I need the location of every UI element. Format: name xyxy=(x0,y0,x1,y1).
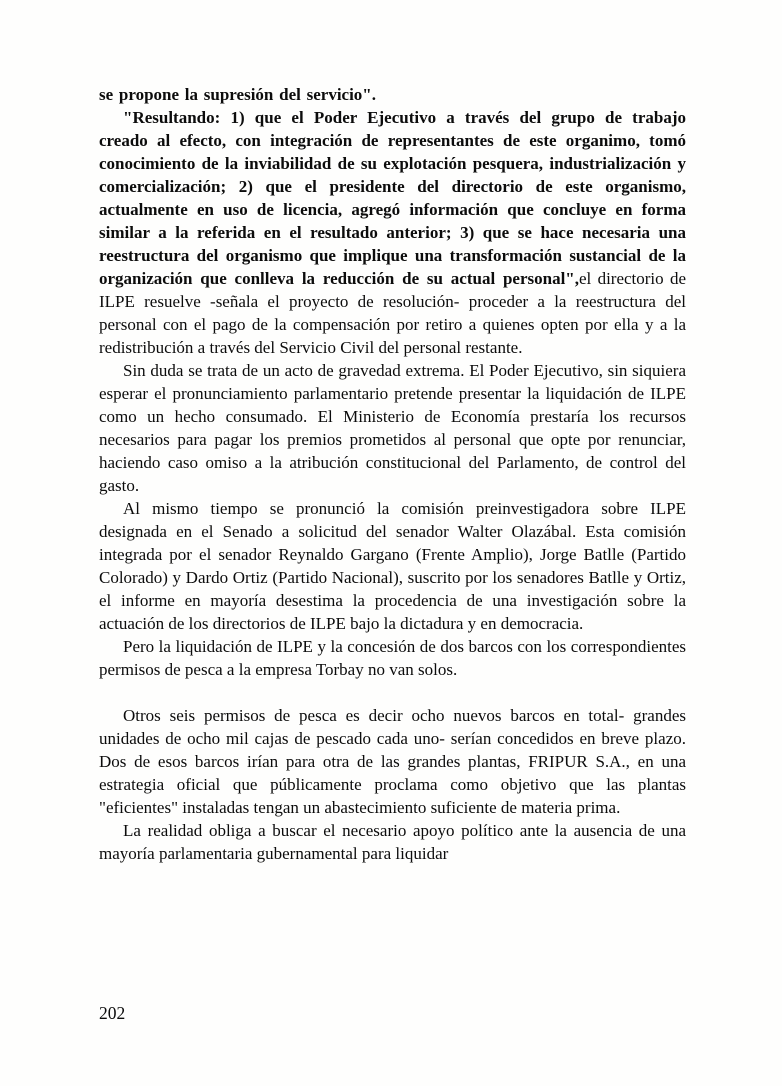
text-segment: Al mismo tiempo se pronunció la comisión preinvestigadora sobre ILPE designada en el Senado a solicitud del senador Walter Olazábal. Esta comisión integrada por el senador Reynaldo Gargano (Frente Amplio), Jorge Batlle (Partido Colorado) y Dardo Ortiz (Partido Nacional), suscrito por los senadores Batlle y Ortiz, el informe en mayoría desestima la procedencia de una investigación sobre la actuación de los directorios de ILPE bajo la dictadura y en democracia. xyxy=(99,499,686,633)
page-number: 202 xyxy=(99,1003,126,1023)
paragraph xyxy=(99,106,686,359)
text-segment: Sin duda se trata de un acto de gravedad extrema. El Poder Ejecutivo, sin siquiera esperar el pronunciamiento parlamentario pretende presentar la liquidación de ILPE como un hecho consumado. El Ministerio de Economía prestaría los recursos necesarios para pagar los premios prometidos al personal que opte por renunciar, haciendo caso omiso a la atribución constitucional del Parlamento, de control del gasto. xyxy=(99,361,686,495)
text-segment: Pero la liquidación de ILPE y la concesión de dos barcos con los correspondientes permisos de pesca a la empresa Torbay no van solos. xyxy=(99,637,686,679)
paragraph xyxy=(99,635,686,681)
text-segment: La realidad obliga a buscar el necesario apoyo político ante la ausencia de una mayoría parlamentaria gubernamental para liquidar xyxy=(99,821,686,863)
page-text xyxy=(99,83,686,865)
text-segment: Otros seis permisos de pesca es decir ocho nuevos barcos en total- grandes unidades de ocho mil cajas de pescado cada uno- serían concedidos en breve plazo. Dos de esos barcos irían para otra de las grandes plantas, FRIPUR S.A., en una estrategia oficial que públicamente proclama como objetivo que las plantas "eficientes" instaladas tengan un abastecimiento suficiente de materia prima. xyxy=(99,706,686,817)
paragraph xyxy=(99,359,686,497)
paragraph xyxy=(99,497,686,635)
bold-text-segment: se propone la supresión del servicio". xyxy=(99,85,376,104)
paragraph xyxy=(99,704,686,819)
text-segment: el directorio de ILPE resuelve -señala el proyecto de resolución- proceder a la reestructura del personal con el pago de la compensación por retiro a quienes opten por ella y a la redistribución a través del Servicio Civil del personal restante. xyxy=(99,269,686,357)
paragraph xyxy=(99,819,686,865)
bold-text-segment: "Resultando: 1) que el Poder Ejecutivo a través del grupo de trabajo creado al efecto, con integración de representantes de este organimo, tomó conocimiento de la inviabilidad de su explotación pesquera, industrialización y comercialización; 2) que el presidente del directorio de este organismo, actualmente en uso de licencia, agregó información que concluye en forma similar a la referida en el resultado anterior; 3) que se hace necesaria una reestructura del organismo que implique una transformación sustancial de la organización que conlleva la reducción de su actual personal", xyxy=(99,108,686,288)
paragraph xyxy=(99,83,686,106)
